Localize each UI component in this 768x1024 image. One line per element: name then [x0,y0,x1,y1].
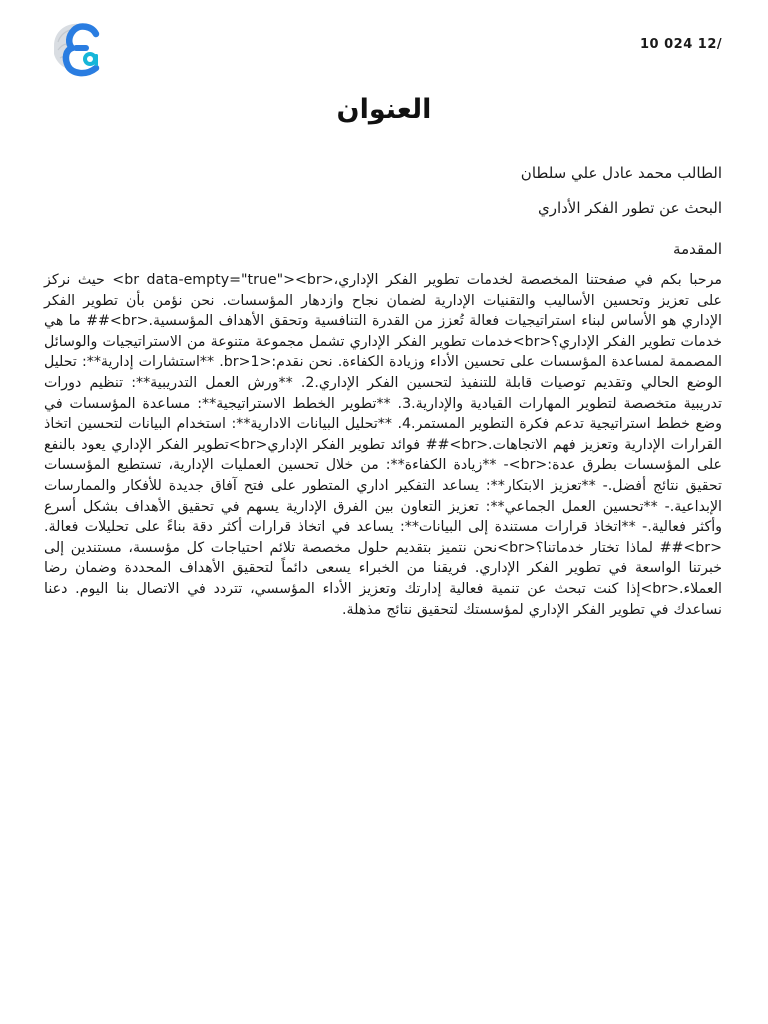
brain-letter-e-logo-icon [46,16,110,80]
page-title: العنوان [336,94,432,125]
introduction-heading: المقدمة [673,240,722,258]
document-date: 10 024 12/ [640,37,723,52]
research-topic-line: البحث عن تطور الفكر الأداري [537,199,722,217]
student-name-line: الطالب محمد عادل علي سلطان [520,164,722,182]
introduction-body-paragraph: مرحبا بكم في صفحتنا المخصصة لخدمات تطوير الفكر الإداري،<br data-empty="true"><br> حيث نركز على تعزيز وتحسين الأساليب والتقنيات الإدارية لضمان نجاح وازدهار المؤسسات. نحن نؤمن بأن تطوير الفكر الإداري هو الأساس لبناء استراتيجيات فعالة تُعزز من القدرة التنافسية وتحقق الأهداف المؤسسية.<br>## ما هي خدمات تطوير الفكر الإداري؟<br>خدمات تطوير الفكر الإداري تشمل مجموعة متنوعة من الاستراتيجيات والوسائل المصممة لمساعدة المؤسسات على تحسين الأداء وزيادة الكفاءة. نحن نقدم:<br>1. **استشارات إدارية**: تحليل الوضع الحالي وتقديم توصيات قابلة للتنفيذ لتحسين الفكر الإداري.2. **ورش العمل التدريبية**: تنظيم دورات تدريبية متخصصة لتطوير المهارات القيادية والإدارية.3. **تطوير الخطط الاستراتيجية**: مساعدة المؤسسات في وضع خطط استراتيجية تدعم فكرة التطوير المستمر.4. **تحليل البيانات الادارية**: استخدام البيانات لتحسين اتخاذ القرارات الإدارية وتعزيز فهم الاتجاهات.<br>## فوائد تطوير الفكر الإداري<br>تطوير الفكر الإداري يعود بالنفع على المؤسسات بطرق عدة:<br>- **زيادة الكفاءة**: من خلال تحسين العمليات الإدارية، تستطيع المؤسسات تحقيق نتائج أفضل.- **تعزيز الابتكار**: يساعد التفكير اداري المتطور على فتح آفاق جديدة للأفكار والممارسات الإبداعية.- **تحسين العمل الجماعي**: تعزيز التعاون بين الفرق الإدارية يسهم في تحقيق الأهداف بشكل أسرع وأكثر فعالية.- **اتخاذ قرارات مستندة إلى البيانات**: يساعد في اتخاذ قرارات أكثر دقة بناءً على تحليلات فعالة.<br>## لماذا تختار خدماتنا؟<br>نحن نتميز بتقديم حلول مخصصة تلائم احتياجات كل مؤسسة، مستندين إلى خبرتنا الواسعة في تطوير الفكر الإداري. فريقنا من الخبراء يسعى دائماً لتحقيق الأهداف المحددة وضمان رضا العملاء.<br>إذا كنت تبحث عن تنمية فعالية إدارتك وتعزيز الأداء المؤسسي، تتردد في الاتصال بنا اليوم. دعنا نساعدك في تطوير الفكر الإداري لمؤسستك لتحقيق نتائج مذهلة. [44,272,723,618]
